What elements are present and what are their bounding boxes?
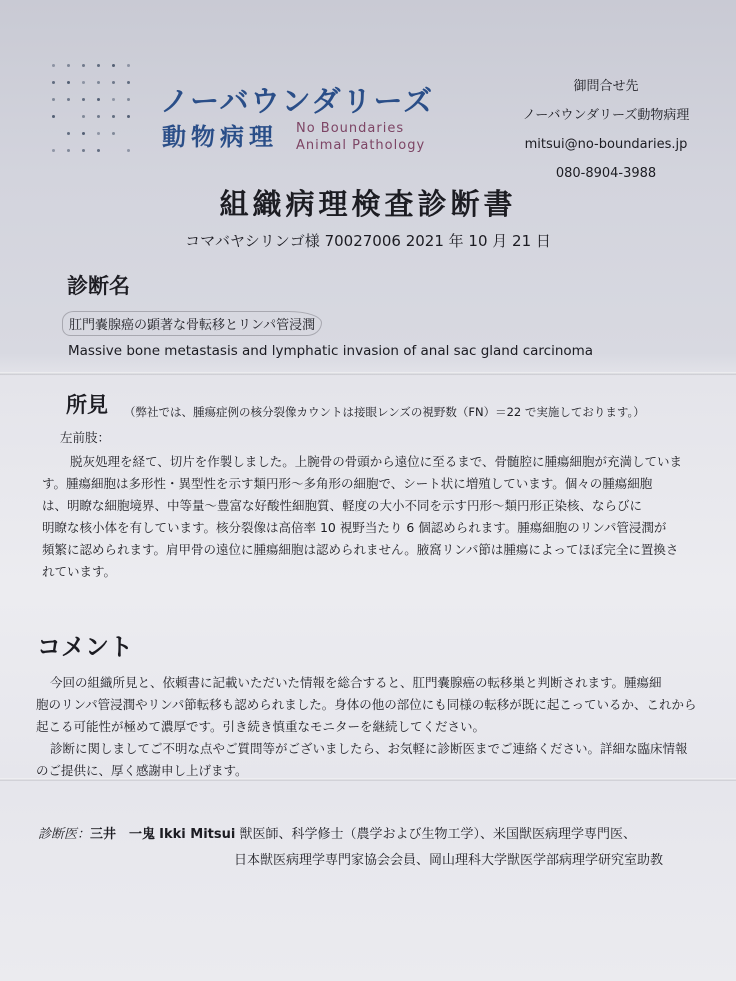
logo-dot: [127, 81, 130, 84]
logo-dot: [67, 81, 70, 84]
logo-name-kanji: 動物病理: [162, 123, 278, 151]
diagnosis-text-jp: 肛門嚢腺癌の顕著な骨転移とリンパ管浸潤: [62, 311, 322, 336]
findings-line: れています。: [42, 564, 117, 579]
logo-dot: [112, 115, 115, 118]
logo-dot: [97, 64, 100, 67]
comment-line: 診断に関しましてご不明な点やご質問等がございましたら、お気軽に診断医までご連絡ください。詳細な臨床情報: [50, 741, 688, 756]
findings-paragraph: [42, 451, 722, 583]
findings-line: 頻繁に認められます。肩甲骨の遠位に腫瘍細胞は認められません。腋窩リンパ節は腫瘍によってほぼ完全に置換さ: [42, 542, 679, 557]
logo-dot: [112, 132, 115, 135]
logo-dot: [52, 81, 55, 84]
logo-dot: [82, 115, 85, 118]
logo-dot: [97, 81, 100, 84]
findings-note: （弊社では、腫瘍症例の核分裂像カウントは接眼レンズの視野数（FN）＝22 で実施しております。）: [124, 405, 645, 419]
paper-fold: [0, 372, 736, 375]
contact-email: mitsui@no-boundaries.jp: [524, 137, 688, 152]
logo-dot: [127, 115, 130, 118]
logo-dot: [67, 98, 70, 101]
logo-dot: [67, 149, 70, 152]
logo-dot: [97, 132, 100, 135]
logo-dot: [97, 98, 100, 101]
logo-dot: [127, 149, 130, 152]
findings-site: 左前肢：: [60, 430, 111, 445]
findings-line: は、明瞭な細胞境界、中等量～豊富な好酸性細胞質、軽度の大小不同を示す円形～類円形正染核、ならびに: [42, 498, 643, 513]
logo-dot-pattern: [52, 64, 142, 160]
comment-line: 起こる可能性が極めて濃厚です。引き続き慎重なモニターを継続してください。: [36, 719, 486, 734]
logo-dot: [112, 81, 115, 84]
diagnosis-heading: 診断名: [67, 274, 130, 298]
logo-dot: [127, 64, 130, 67]
findings-line: 明瞭な核小体を有しています。核分裂像は高倍率 10 視野当たり 6 個認められます。腫瘍細胞のリンパ管浸潤が: [42, 520, 667, 535]
pathologist-credentials: 獣医師、科学修士（農学および生物工学）、米国獣医病理学専門医、: [239, 827, 636, 842]
logo-dot: [82, 64, 85, 67]
comment-line: 胞のリンパ管浸潤やリンパ節転移も認められました。身体の他の部位にも同様の転移が既に起こっているか、これから: [36, 697, 697, 712]
logo-dot: [112, 64, 115, 67]
comment-paragraph: [36, 672, 726, 782]
contact-block: [456, 72, 696, 188]
logo-dot: [97, 149, 100, 152]
findings-heading: 所見: [66, 393, 108, 417]
logo-dot: [52, 149, 55, 152]
logo-name-kana: ノーバウンダリーズ: [160, 84, 435, 118]
logo-en-line2: Animal Pathology: [296, 138, 426, 153]
diagnosis-text-en: Massive bone metastasis and lymphatic invasion of anal sac gland carcinoma: [68, 343, 594, 359]
pathologist-affiliations: 日本獣医病理学専門家協会会員、岡山理科大学獣医学部病理学研究室助教: [234, 853, 664, 868]
document-title: 組織病理検査診断書: [219, 187, 517, 221]
logo-name-english: [296, 120, 425, 154]
findings-line: す。腫瘍細胞は多形性・異型性を示す類円形～多角形の細胞で、シート状に増殖しています。個々の腫瘍細胞: [42, 476, 653, 491]
pathologist-block: [38, 822, 663, 874]
contact-heading: 御問合せ先: [573, 79, 639, 94]
pathologist-name-jp: 三井 一鬼: [90, 827, 156, 842]
logo-dot: [82, 81, 85, 84]
patient-reference-date: コマバヤシリンゴ様 70027006 2021 年 10 月 21 日: [185, 232, 551, 250]
logo-dot: [52, 115, 55, 118]
logo-dot: [67, 64, 70, 67]
logo-dot: [97, 115, 100, 118]
logo-dot: [112, 98, 115, 101]
contact-phone: 080-8904-3988: [555, 166, 657, 181]
logo-en-line1: No Boundaries: [296, 121, 405, 136]
comment-heading: コメント: [37, 633, 133, 661]
logo-dot: [127, 98, 130, 101]
logo-dot: [52, 98, 55, 101]
pathologist-name-en: Ikki Mitsui: [159, 827, 236, 842]
comment-line: のご提供に、厚く感謝申し上げます。: [36, 763, 248, 778]
logo-dot: [52, 64, 55, 67]
logo-dot: [67, 132, 70, 135]
contact-org: ノーバウンダリーズ動物病理: [522, 108, 690, 123]
logo-dot: [82, 149, 85, 152]
logo-dot: [82, 98, 85, 101]
comment-line: 今回の組織所見と、依頼書に記載いただいた情報を総合すると、肛門嚢腺癌の転移巣と判断されます。腫瘍細: [50, 675, 662, 690]
findings-line: 脱灰処理を経て、切片を作製しました。上腕骨の骨頭から遠位に至るまで、骨髄腔に腫瘍細胞が充満していま: [70, 454, 683, 469]
pathologist-label: 診断医：: [38, 827, 91, 842]
logo-dot: [82, 132, 85, 135]
